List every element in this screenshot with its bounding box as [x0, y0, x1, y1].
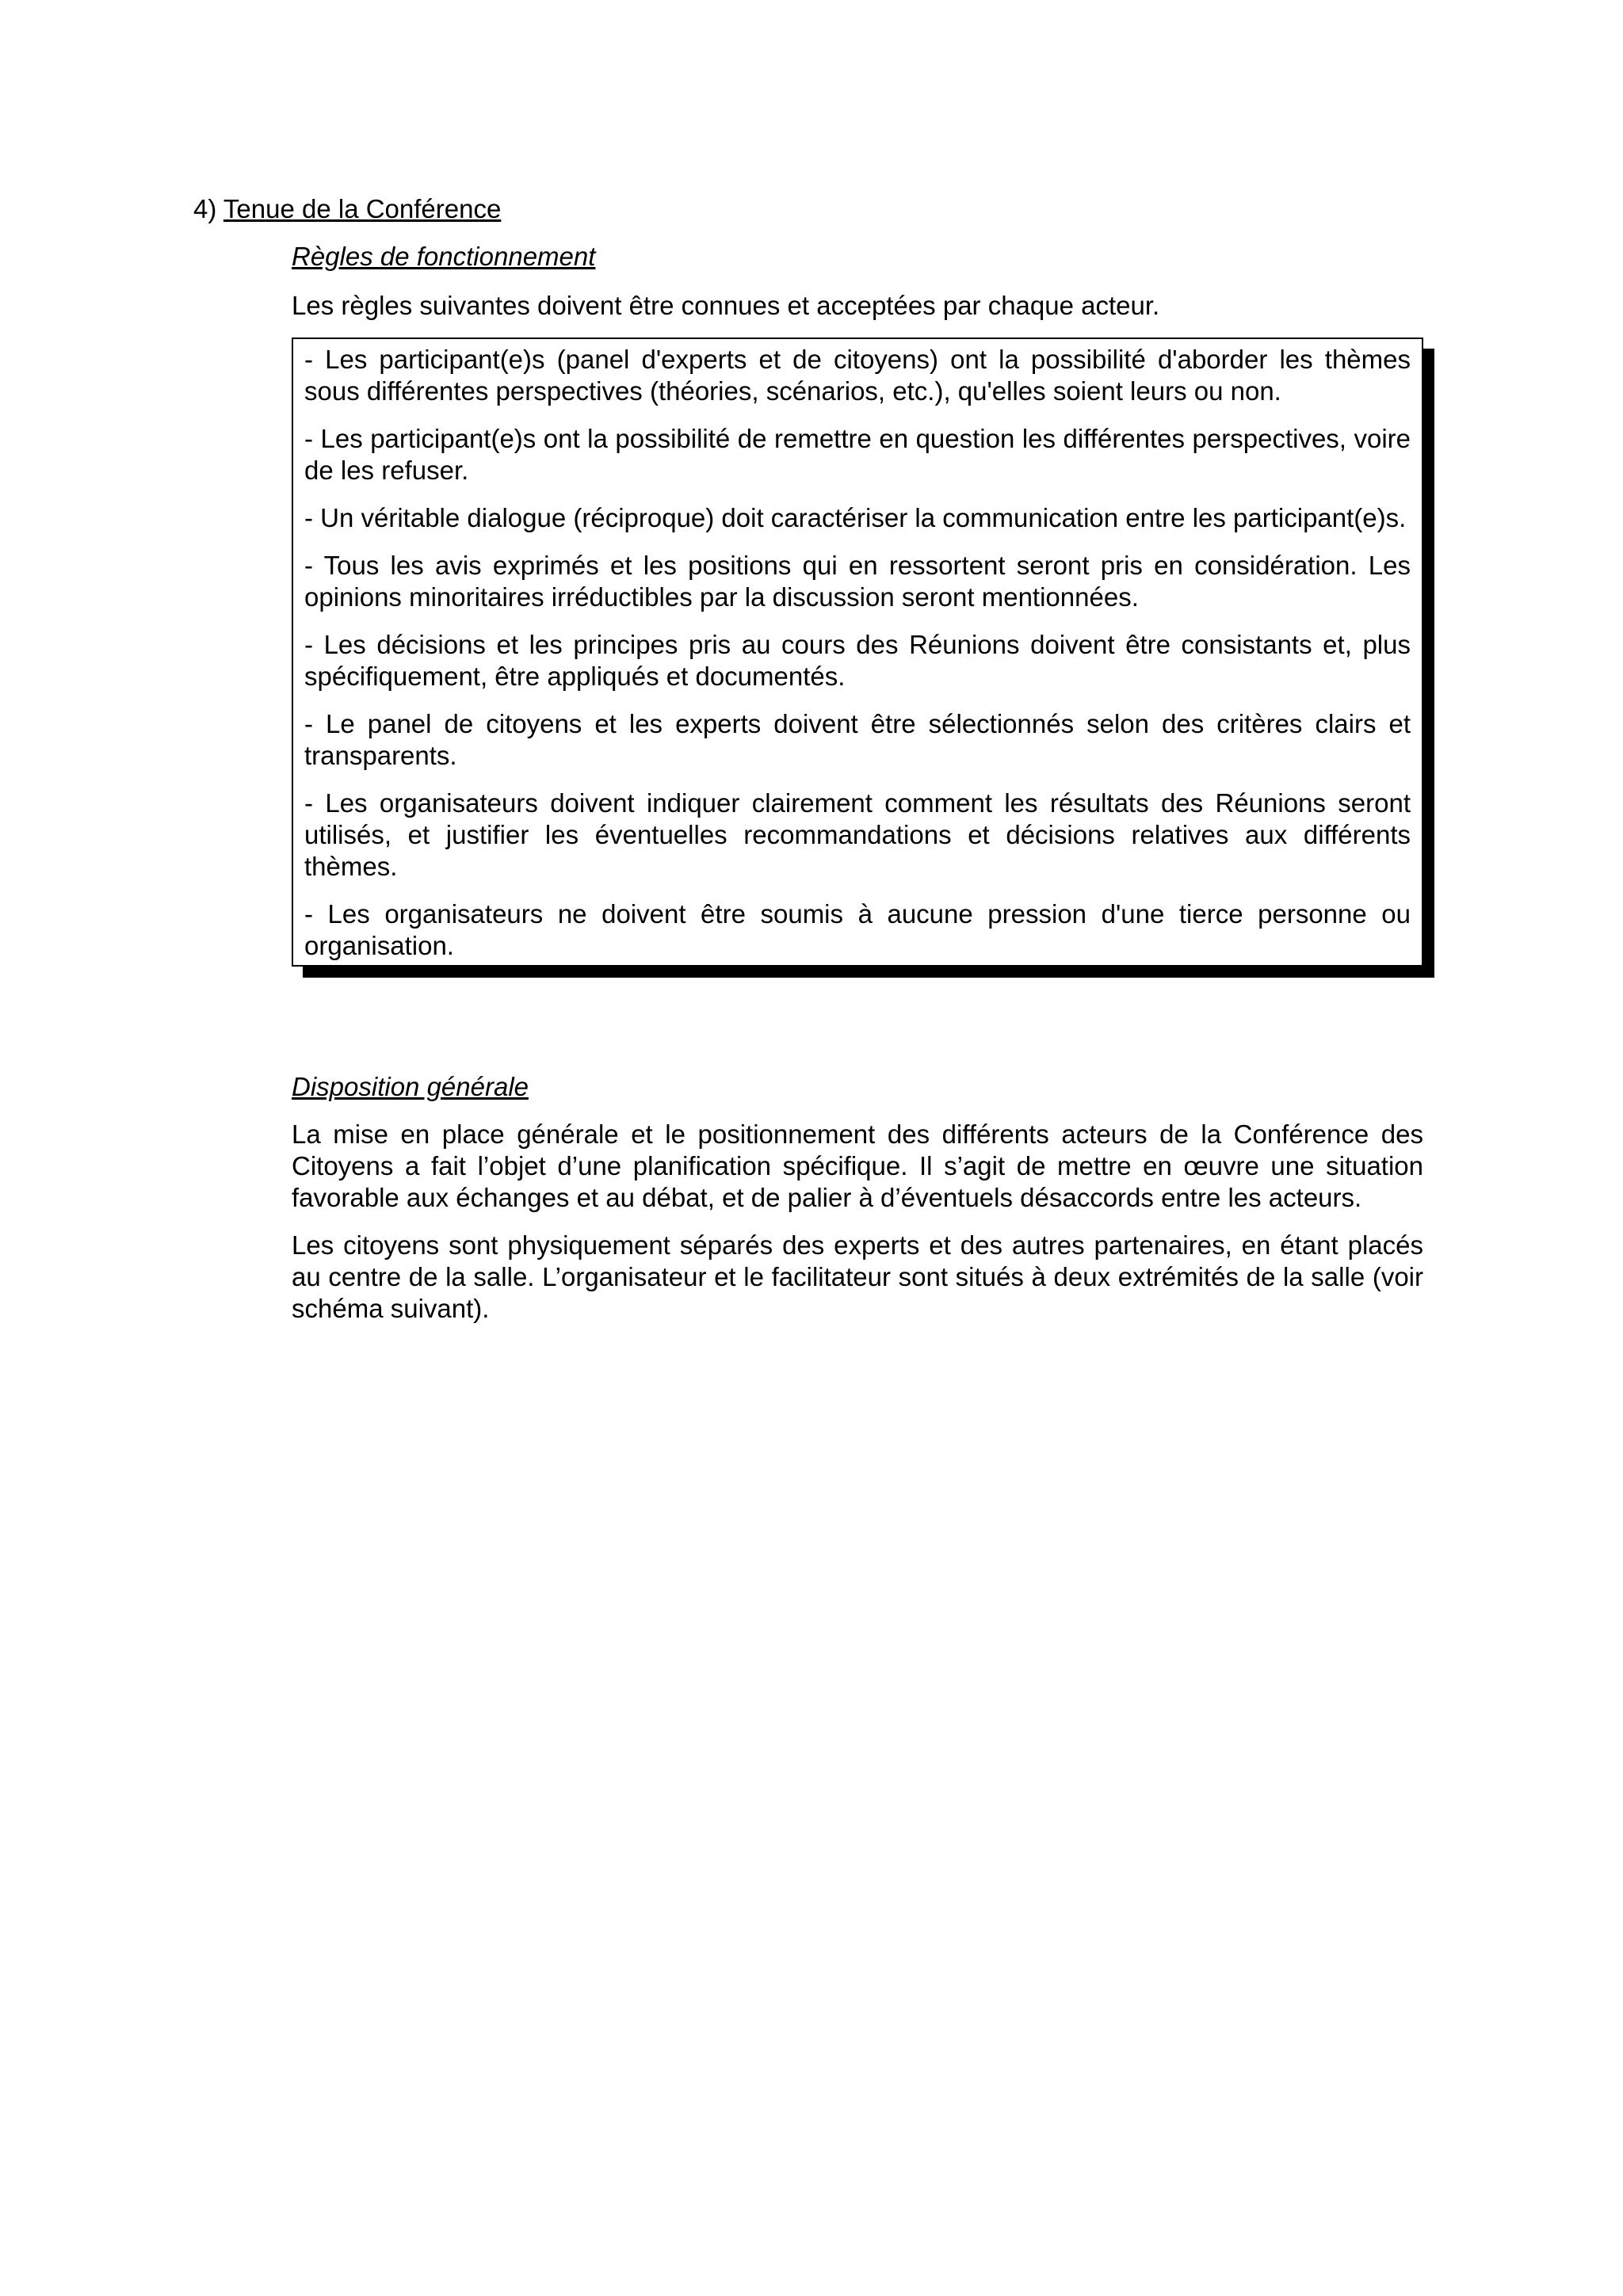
section-heading: [193, 193, 501, 225]
rule-item: - Les organisateurs ne doivent être soumis à aucune pression d'une tierce personne ou organisation.: [304, 899, 1411, 960]
rule-item: - Tous les avis exprimés et les positions qui en ressortent seront pris en considération. Les opinions minoritaires irréductibles par la discussion seront mentionnées.: [304, 551, 1411, 612]
rules-box: [292, 338, 1423, 967]
rule-item: - Un véritable dialogue (réciproque) doit caractériser la communication entre les participant(e)s.: [304, 503, 1407, 532]
rule-item: - Les décisions et les principes pris au cours des Réunions doivent être consistants et, plus spécifiquement, être appliqués et documentés.: [304, 630, 1411, 691]
disposition-paragraph: La mise en place générale et le positionnement des différents acteurs de la Conférence des Citoyens a fait l’objet d’une planification spécifique. Il s’agit de mettre en œuvre une situation favorable aux échanges et au débat, et de palier à d’éventuels désaccords entre les acteurs.: [292, 1119, 1423, 1212]
disposition-heading: Disposition générale: [292, 1072, 529, 1101]
regles-heading: Règles de fonctionnement: [292, 242, 596, 271]
section-title: Tenue de la Conférence: [223, 194, 502, 223]
rule-item: - Le panel de citoyens et les experts doivent être sélectionnés selon des critères clairs et transparents.: [304, 709, 1411, 770]
rule-item: - Les organisateurs doivent indiquer clairement comment les résultats des Réunions seront utilisés, et justifier les éventuelles recommandations et décisions relatives aux différents thèmes.: [304, 788, 1411, 881]
rule-item: - Les participant(e)s ont la possibilité de remettre en question les différentes perspectives, voire de les refuser.: [304, 424, 1411, 485]
rule-item: - Les participant(e)s (panel d'experts et de citoyens) ont la possibilité d'aborder les thèmes sous différentes perspectives (théories, scénarios, etc.), qu'elles soient leurs ou non.: [304, 345, 1411, 406]
regles-intro: Les règles suivantes doivent être connues et acceptées par chaque acteur.: [292, 291, 1160, 320]
disposition-paragraph: Les citoyens sont physiquement séparés des experts et des autres partenaires, en étant placés au centre de la salle. L’organisateur et le facilitateur sont situés à deux extrémités de la salle (voir schéma suivant).: [292, 1230, 1423, 1323]
section-number: 4): [193, 194, 217, 223]
